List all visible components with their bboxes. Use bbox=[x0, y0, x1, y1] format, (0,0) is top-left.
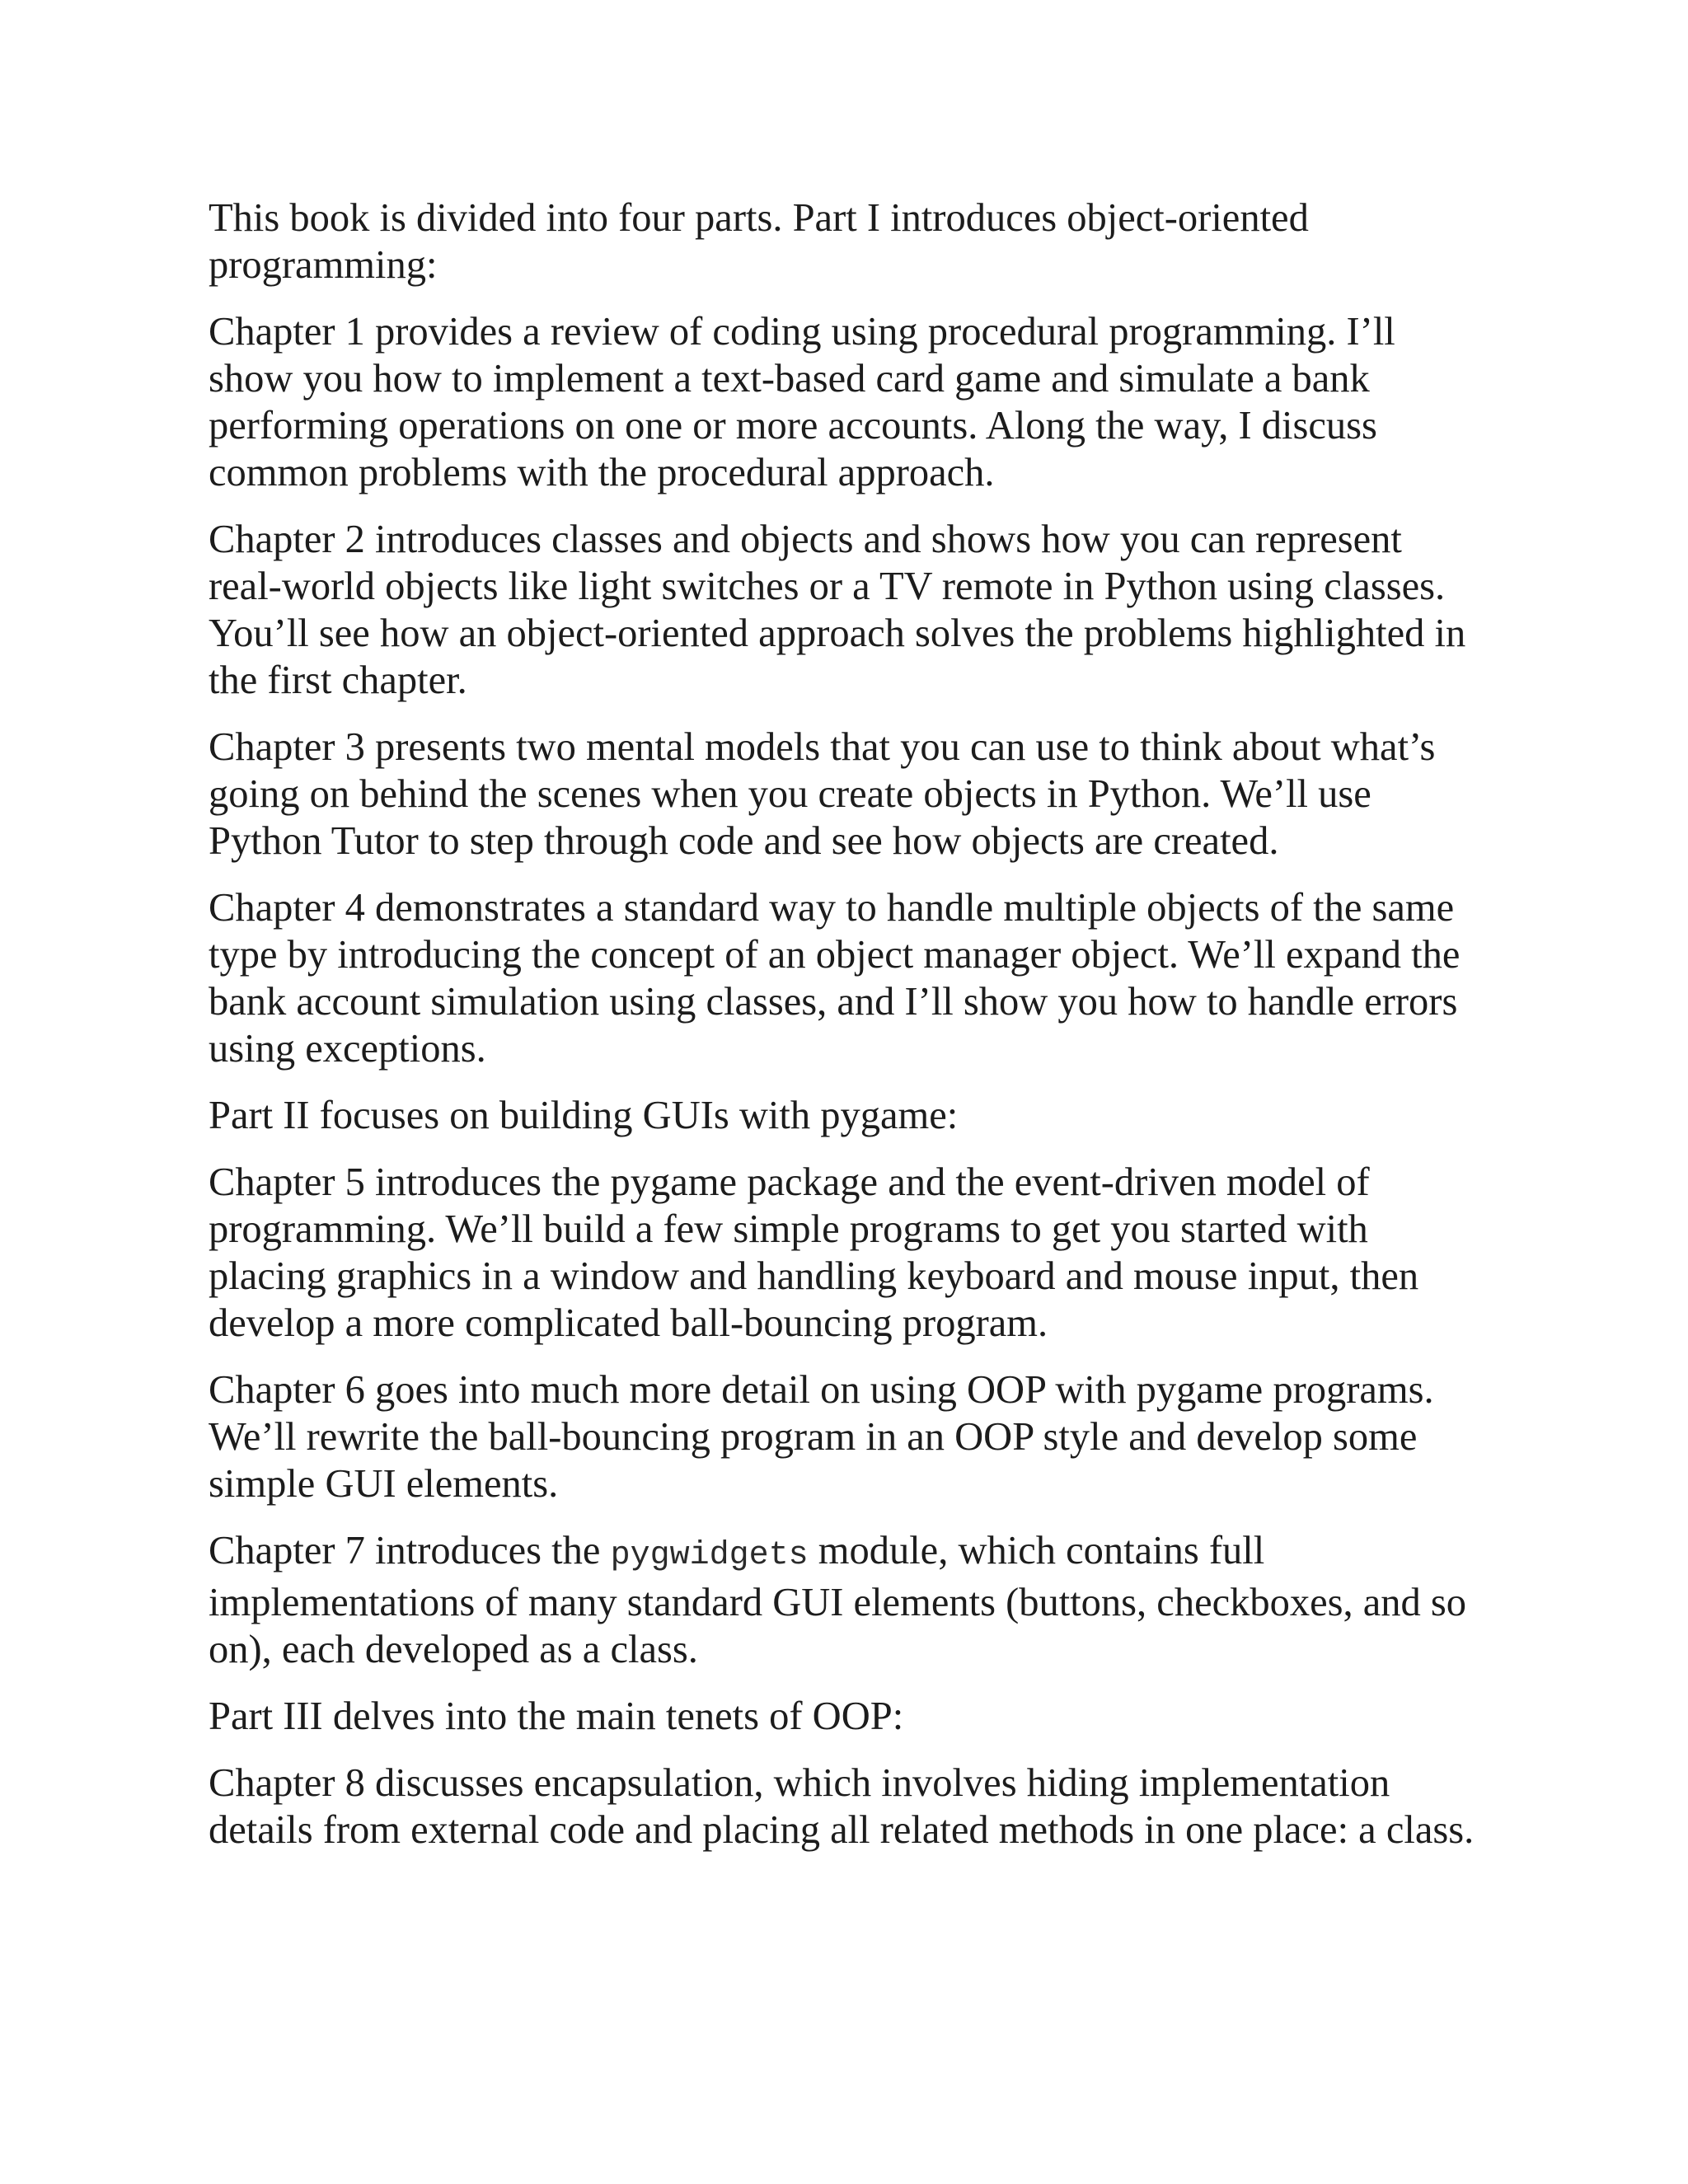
part-3-paragraph: Part III delves into the main tenets of OOP: bbox=[209, 1694, 904, 1738]
chapter-8-paragraph: Chapter 8 discusses encapsulation, which involves hiding implementation details from external code and placing all related methods in one place: a class. bbox=[209, 1761, 1475, 1852]
chapter-7-paragraph bbox=[209, 1527, 1478, 1673]
chapter-1-paragraph: Chapter 1 provides a review of coding using procedural programming. I’ll show you how to implement a text-based card game and simulate a bank performing operations on one or more accounts. Along the way, I discuss common problems with the procedural approach. bbox=[209, 310, 1395, 494]
chapter-5-paragraph: Chapter 5 introduces the pygame package and the event-driven model of programming. We’ll build a few simple programs to get you started with placing graphics in a window and handling keyboard and mouse input, then develop a more complicated ball-bouncing program. bbox=[209, 1160, 1419, 1345]
code-term-pygwidgets: pygwidgets bbox=[610, 1537, 809, 1574]
chapter-7-text-before: Chapter 7 introduces the bbox=[209, 1529, 611, 1572]
chapter-4-paragraph: Chapter 4 demonstrates a standard way to handle multiple objects of the same type by introducing the concept of an object manager object. We’ll expand the bank account simulation using classes, and I’ll show you how to handle errors using exceptions. bbox=[209, 886, 1461, 1071]
intro-paragraph: This book is divided into four parts. Part I introduces object-oriented programming: bbox=[209, 196, 1309, 287]
chapter-6-paragraph: Chapter 6 goes into much more detail on using OOP with pygame programs. We’ll rewrite the ball-bouncing program in an OOP style and develop some simple GUI elements. bbox=[209, 1368, 1434, 1506]
part-2-paragraph: Part II focuses on building GUIs with pygame: bbox=[209, 1094, 959, 1137]
chapter-3-paragraph: Chapter 3 presents two mental models that you can use to think about what’s going on behind the scenes when you create objects in Python. We’ll use Python Tutor to step through code and see how objects are created. bbox=[209, 725, 1436, 863]
book-page bbox=[209, 194, 1478, 1873]
chapter-7-text-after: module, which contains full implementations of many standard GUI elements (buttons, checkboxes, and so on), each developed as a class. bbox=[209, 1529, 1467, 1671]
chapter-2-paragraph: Chapter 2 introduces classes and objects and shows how you can represent real-world objects like light switches or a TV remote in Python using classes. You’ll see how an object-oriented approach solves the problems highlighted in the first chapter. bbox=[209, 518, 1466, 702]
